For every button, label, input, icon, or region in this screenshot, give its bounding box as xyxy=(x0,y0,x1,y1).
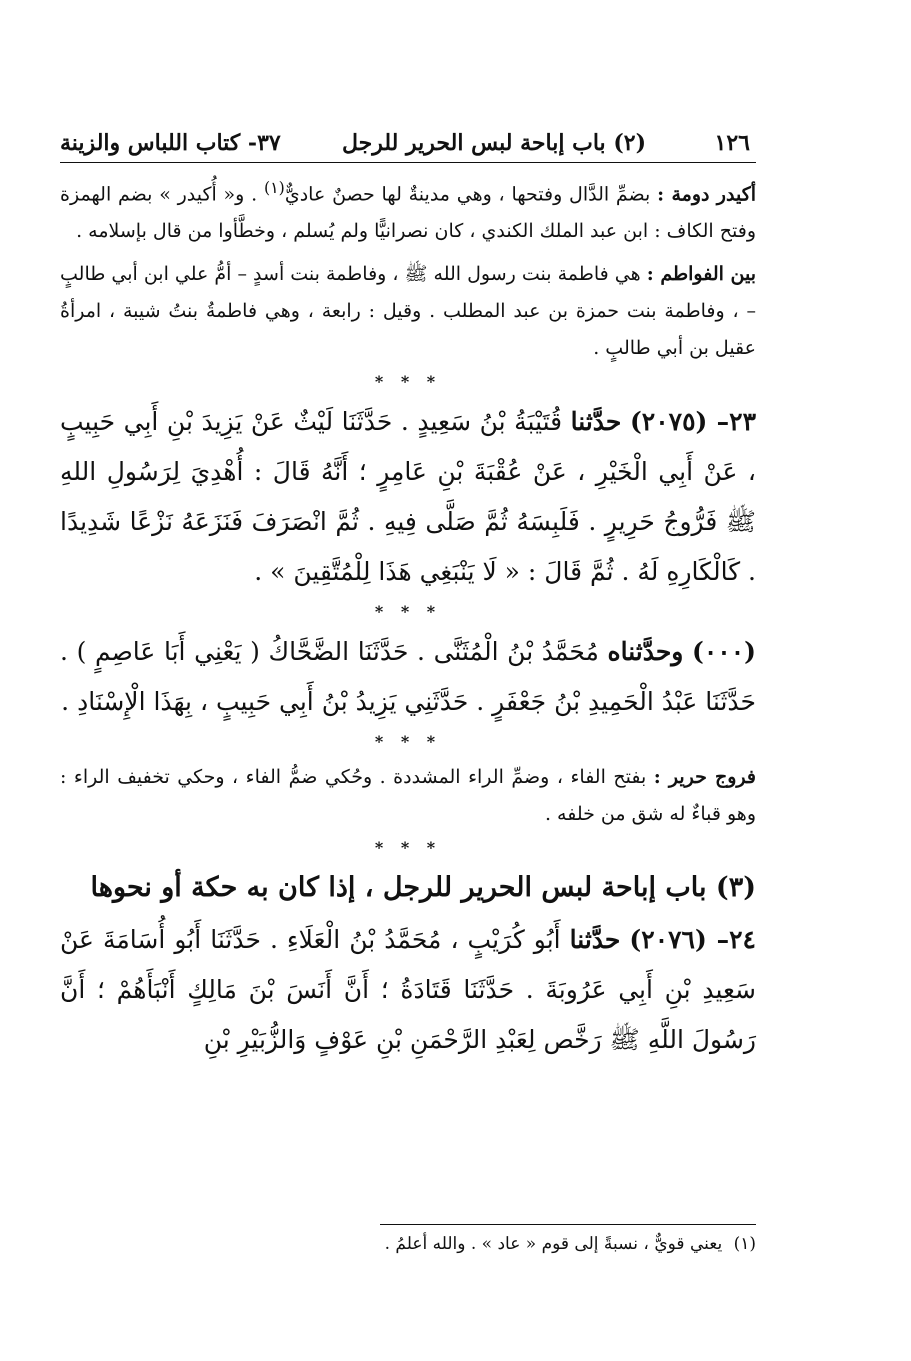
hadith-000-text: مُحَمَّدُ بْنُ الْمُثَنَّى . حَدَّثَنَا الضَّحَّاكُ ( يَعْنِي أَبَا عَاصِمٍ ) . حَدَّثَنَا عَبْدُ الْحَمِيدِ بْنُ جَعْفَرٍ . حَدَّثَنِي يَزِيدُ بْنُ أَبِي حَبِيبٍ ، بِهَذَا الْإِسْنَادِ . xyxy=(60,637,756,717)
hadith-2075-number: ٢٣– (٢٠٧٥) xyxy=(629,407,756,437)
note-farruj-lead: فروج حرير : xyxy=(653,766,756,789)
note-ukaydir-text: بضمِّ الدَّال وفتحها ، وهي مدينةٌ لها حصنٌ عاديٌّ xyxy=(284,183,651,206)
hadith-000-number: (٠٠٠) xyxy=(692,637,756,667)
hadith-000-lead: وحدَّثناه xyxy=(607,637,684,667)
separator-stars: * * * xyxy=(374,602,442,622)
note-fawatim-lead: بين الفواطم : xyxy=(646,263,756,286)
footnote-ref: (١) xyxy=(263,178,285,197)
separator-stars: * * * xyxy=(374,372,442,392)
footnote-mark: (١) xyxy=(733,1234,756,1254)
hadith-2076-lead: حدَّثنا xyxy=(569,925,621,955)
note-ukaydir-text2: . و« أُكيدر » بضم الهمزة وفتح الكاف : ابن عبد الملك الكندي ، كان نصرانيًّا ولم يُسلم ، وخطَّأوا من قال بإسلامه . xyxy=(60,183,756,243)
footnote-divider xyxy=(380,1224,756,1225)
note-farruj xyxy=(60,759,756,833)
footnote-text: يعني قويٌّ ، نسبةً إلى قوم « عاد » . والله أعلمُ . xyxy=(384,1234,723,1254)
hadith-2076 xyxy=(60,915,756,1065)
hadith-2075 xyxy=(60,397,756,597)
note-farruj-text: بفتح الفاء ، وضمِّ الراء المشددة . وحُكي ضمُّ الفاء ، وحكي تخفيف الراء : وهو قباءٌ له شق من خلفه . xyxy=(60,766,756,826)
separator-stars: * * * xyxy=(374,732,442,752)
page-number: ١٢٦ xyxy=(714,130,750,156)
hadith-000 xyxy=(60,627,756,727)
hadith-2075-lead: حدَّثنا xyxy=(570,407,622,437)
hadith-2076-text: أَبُو كُرَيْبٍ ، مُحَمَّدُ بْنُ الْعَلَاءِ . حَدَّثَنَا أَبُو أُسَامَةَ عَنْ سَعِيدِ بْنِ أَبِي عَرُوبَةَ . حَدَّثَنَا قَتَادَةُ ؛ أَنَّ أَنَسَ بْنَ مَالِكٍ أَنْبَأَهُمْ ؛ أَنَّ رَسُولَ اللَّهِ ﷺ رَخَّص لِعَبْدِ الرَّحْمَنِ بْنِ عَوْفٍ وَالزُّبَيْرِ بْنِ xyxy=(60,925,756,1055)
chapter-heading: (٣) باب إباحة لبس الحرير للرجل ، إذا كان به حكة أو نحوها xyxy=(90,872,756,904)
note-fawatim-text: هي فاطمة بنت رسول الله ﷺ ، وفاطمة بنت أسدٍ – أمُّ علي ابن أبي طالبٍ – ، وفاطمة بنت حمزة بن عبد المطلب . وقيل : رابعة ، وهي فاطمةُ بنتُ شيبة ، امرأةُ عقيل بن أبي طالبٍ . xyxy=(60,263,756,360)
separator-stars: * * * xyxy=(374,838,442,858)
hadith-2076-number: ٢٤– (٢٠٧٦) xyxy=(629,925,756,955)
note-ukaydir xyxy=(60,169,756,250)
book-title: ٣٧- كتاب اللباس والزينة xyxy=(60,130,281,156)
footnote xyxy=(155,1230,756,1258)
note-fawatim xyxy=(60,256,756,367)
hadith-2075-text: قُتَيْبَةُ بْنُ سَعِيدٍ . حَدَّثَنَا لَيْثٌ عَنْ يَزِيدَ بْنِ أَبِي حَبِيبٍ ، عَنْ أَبِي الْخَيْرِ ، عَنْ عُقْبَةَ بْنِ عَامِرٍ ؛ أَنَّهُ قَالَ : أُهْدِيَ لِرَسُولِ اللهِ ﷺ فَرُّوجُ حَرِيرٍ . فَلَبِسَهُ ثُمَّ صَلَّى فِيهِ . ثُمَّ انْصَرَفَ فَنَزَعَهُ نَزْعًا شَدِيدًا . كَالْكَارِهِ لَهُ . ثُمَّ قَالَ : « لَا يَنْبَغِي هَذَا لِلْمُتَّقِينَ » . xyxy=(60,407,756,587)
note-ukaydir-lead: أكيدر دومة : xyxy=(657,183,757,206)
section-title: (٢) باب إباحة لبس الحرير للرجل xyxy=(341,130,646,156)
page-header xyxy=(60,128,756,163)
book-page xyxy=(60,128,756,1065)
